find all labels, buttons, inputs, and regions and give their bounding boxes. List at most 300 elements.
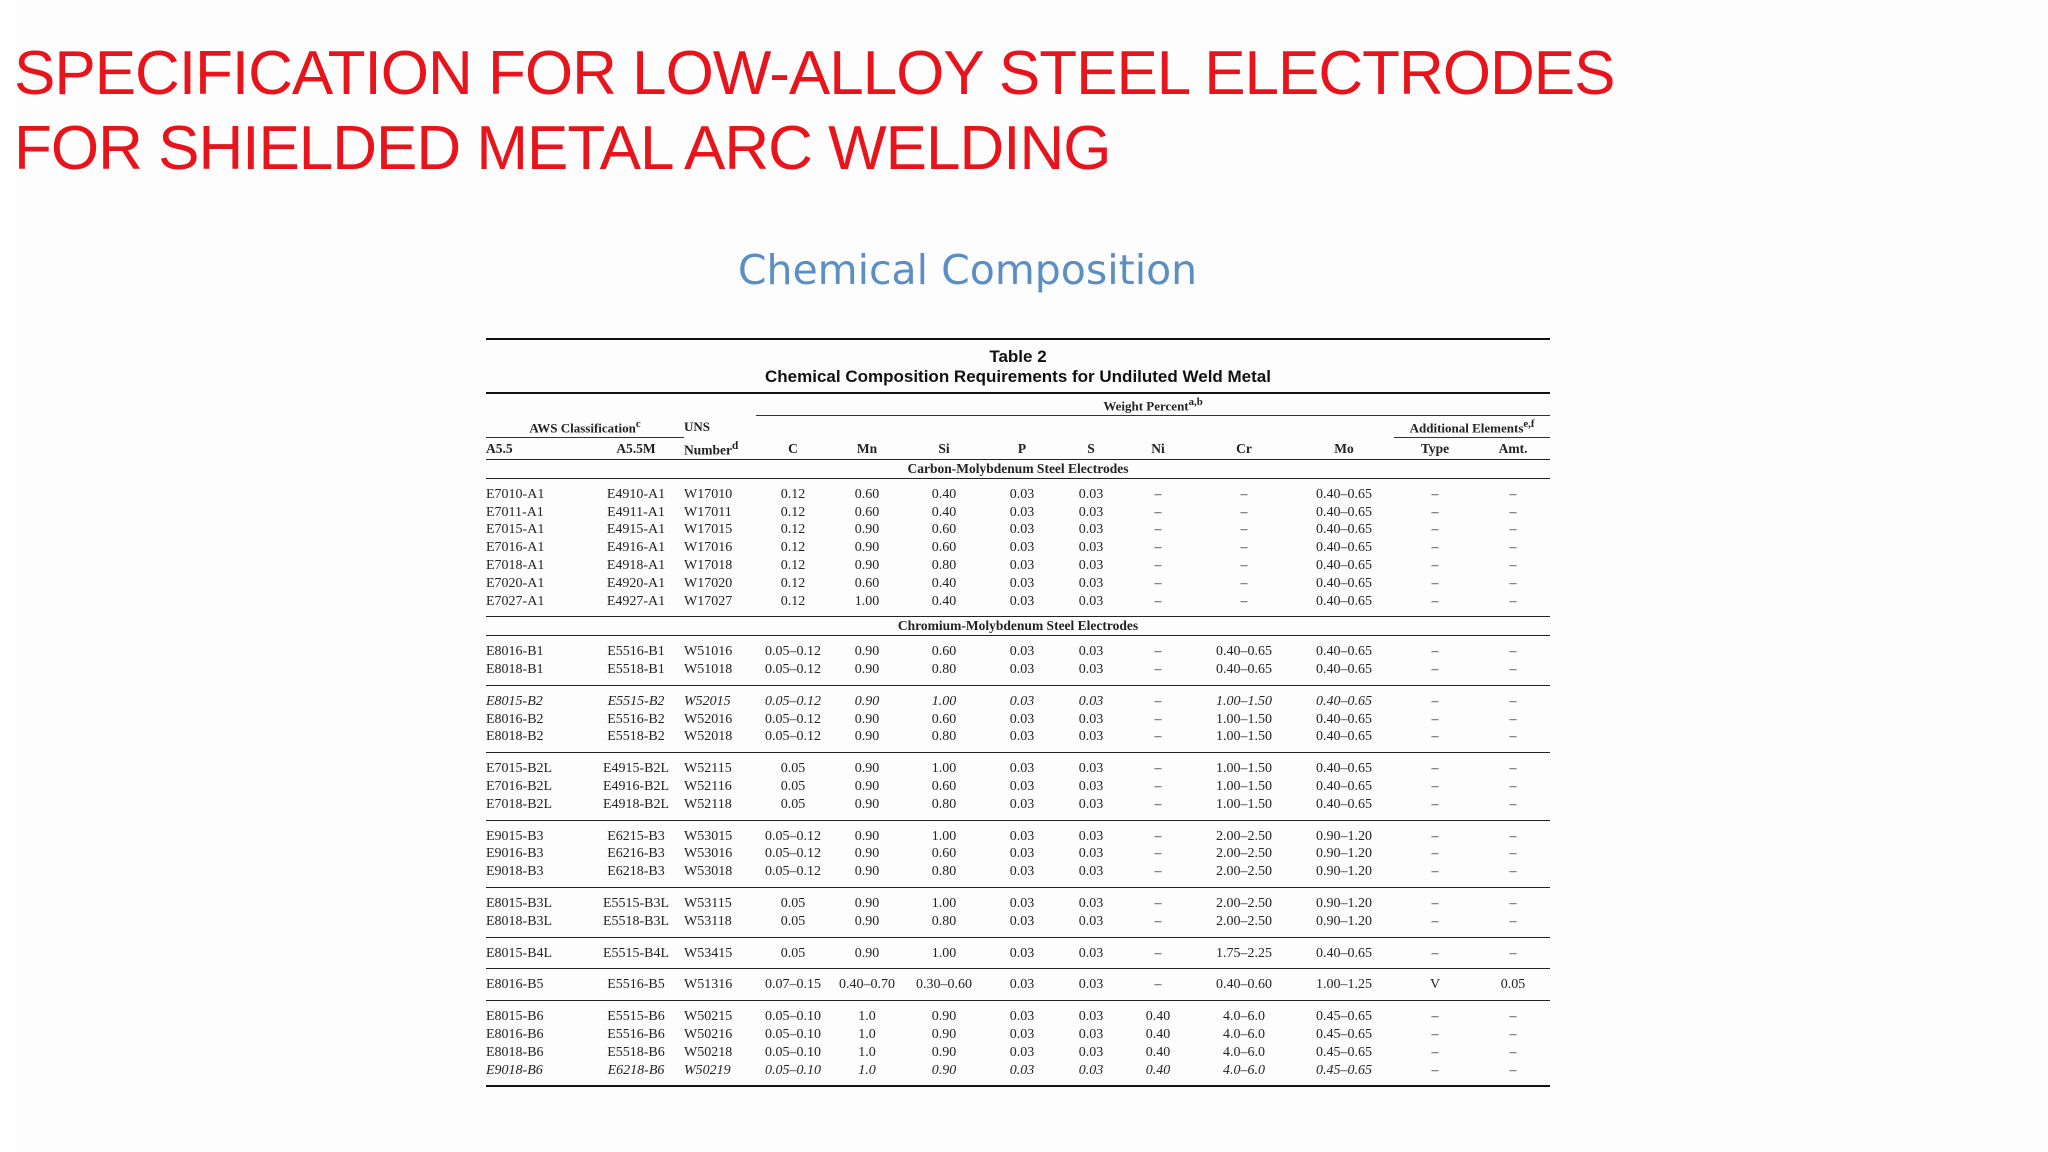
cell-mn: 0.90 <box>854 522 880 538</box>
cell-amt: – <box>1509 864 1517 880</box>
cell-amt: – <box>1509 575 1517 591</box>
col-amt: Amt. <box>1498 440 1528 456</box>
cell-type: – <box>1431 1062 1439 1078</box>
cell-mn: 0.90 <box>830 753 904 778</box>
col-si: Si <box>938 440 950 456</box>
cell-cr: – <box>1240 540 1248 556</box>
cell-cr: – <box>1240 558 1248 574</box>
cell-type: – <box>1431 504 1439 520</box>
cell-mn: 0.90 <box>854 729 880 745</box>
cell-mo: 0.40–0.65 <box>1316 796 1372 812</box>
cell-mo: 0.45–0.65 <box>1316 1062 1372 1078</box>
cell-mn: 1.0 <box>858 1044 876 1060</box>
cell-c: 0.05 <box>780 796 806 812</box>
cell-c: 0.05–0.10 <box>756 1001 830 1026</box>
col-p: P <box>1017 440 1027 456</box>
col-uns-sup: d <box>732 439 739 452</box>
cell-c: 0.05 <box>756 937 830 969</box>
cell-a55m: E5515-B4L <box>588 937 684 969</box>
cell-c: 0.05 <box>780 913 806 929</box>
cell-ni: – <box>1122 887 1194 912</box>
cell-s: 0.03 <box>1078 593 1104 609</box>
cell-s: 0.03 <box>1078 846 1104 862</box>
cell-mo: 0.40–0.65 <box>1294 753 1394 778</box>
cell-c: 0.05–0.10 <box>765 1062 821 1078</box>
cell-uns: W52016 <box>684 711 733 727</box>
cell-cr: – <box>1240 575 1248 591</box>
cell-amt: – <box>1509 913 1517 929</box>
cell-uns: W50216 <box>684 1026 733 1042</box>
cell-mn: 0.40–0.70 <box>830 969 904 1001</box>
cell-a55: E7015-A1 <box>486 522 545 538</box>
uns-top-header: UNS <box>684 418 711 434</box>
cell-ni: – <box>1154 486 1162 502</box>
cell-cr: 2.00–2.50 <box>1216 913 1272 929</box>
cell-type: – <box>1431 575 1439 591</box>
cell-uns: W53016 <box>684 846 733 862</box>
cell-ni: – <box>1154 662 1162 678</box>
cell-cr: 2.00–2.50 <box>1216 864 1272 880</box>
cell-uns: W52118 <box>684 796 732 812</box>
cell-cr: 0.40–0.60 <box>1194 969 1294 1001</box>
cell-uns: W53415 <box>684 937 756 969</box>
table-row <box>486 478 1550 503</box>
table-row <box>486 504 1550 522</box>
cell-c: 0.12 <box>780 540 806 556</box>
cell-a55: E9016-B3 <box>486 846 544 862</box>
cell-type: – <box>1394 1001 1476 1026</box>
cell-c: 0.05–0.12 <box>765 846 821 862</box>
cell-p: 0.03 <box>1009 864 1035 880</box>
cell-a55: E7020-A1 <box>486 575 545 591</box>
cell-p: 0.03 <box>1009 729 1035 745</box>
cell-a55m: E4918-B2L <box>602 796 670 812</box>
cell-amt: – <box>1509 486 1517 502</box>
cell-ni: – <box>1154 864 1162 880</box>
table-row <box>486 636 1550 661</box>
cell-mo: 0.40–0.65 <box>1294 685 1394 710</box>
cell-si: 0.40 <box>931 504 957 520</box>
cell-c: 0.05 <box>756 887 830 912</box>
cell-si: 0.30–0.60 <box>904 969 984 1001</box>
cell-si: 0.40 <box>931 575 957 591</box>
table-row <box>486 711 1550 729</box>
cell-a55: E8018-B6 <box>486 1044 544 1060</box>
cell-ni: 0.40 <box>1145 1062 1171 1078</box>
cell-s: 0.03 <box>1078 796 1104 812</box>
cell-p: 0.03 <box>1009 540 1035 556</box>
table-row <box>486 845 1550 863</box>
table-row <box>486 685 1550 710</box>
header-group-row-2 <box>486 416 1550 438</box>
cell-si: 0.90 <box>931 1026 957 1042</box>
table-row <box>486 796 1550 820</box>
cell-s: 0.03 <box>1078 913 1104 929</box>
cell-type: – <box>1431 1044 1439 1060</box>
cell-mn: 0.60 <box>854 486 880 502</box>
cell-amt: – <box>1476 1001 1550 1026</box>
table-row <box>486 969 1550 1001</box>
cell-cr: – <box>1240 486 1248 502</box>
cell-mo: 0.90–1.20 <box>1316 846 1372 862</box>
cell-uns: W17016 <box>684 540 733 556</box>
cell-a55: E7018-B2L <box>486 796 553 812</box>
cell-type: – <box>1431 711 1439 727</box>
cell-type: – <box>1431 522 1439 538</box>
cell-si: 0.60 <box>931 846 957 862</box>
cell-si: 0.60 <box>931 711 957 727</box>
cell-type: – <box>1431 1026 1439 1042</box>
col-uns <box>684 438 756 460</box>
col-cr: Cr <box>1236 440 1252 456</box>
cell-mo: 0.90–1.20 <box>1316 913 1372 929</box>
cell-uns: W52115 <box>684 753 756 778</box>
cell-c: 0.05–0.12 <box>765 662 821 678</box>
cell-ni: – <box>1154 593 1162 609</box>
cell-c: 0.12 <box>780 522 806 538</box>
cell-uns: W17015 <box>684 522 733 538</box>
cell-a55m: E5515-B2 <box>588 685 684 710</box>
cell-c: 0.05–0.10 <box>765 1026 821 1042</box>
cell-a55: E7015-B2L <box>486 753 588 778</box>
cell-p: 0.03 <box>1009 504 1035 520</box>
cell-uns: W50219 <box>684 1062 731 1078</box>
cell-a55m: E4918-A1 <box>606 558 666 574</box>
cell-mo: 0.90–1.20 <box>1294 887 1394 912</box>
cell-amt: – <box>1509 846 1517 862</box>
cell-cr: 2.00–2.50 <box>1216 846 1272 862</box>
cell-ni: – <box>1154 540 1162 556</box>
cell-mn: 0.60 <box>854 504 880 520</box>
cell-p: 0.03 <box>1009 558 1035 574</box>
section-header-row <box>486 617 1550 636</box>
cell-a55m: E6218-B6 <box>607 1062 665 1078</box>
col-ni: Ni <box>1151 440 1165 456</box>
cell-a55m: E4927-A1 <box>606 593 666 609</box>
cell-ni: 0.40 <box>1145 1026 1171 1042</box>
cell-cr: 2.00–2.50 <box>1194 820 1294 845</box>
cell-mn: 0.90 <box>854 796 880 812</box>
cell-p: 0.03 <box>1009 522 1035 538</box>
cell-mo: 0.45–0.65 <box>1316 1026 1372 1042</box>
cell-c: 0.12 <box>780 486 806 502</box>
cell-a55m: E5518-B3L <box>602 913 670 929</box>
cell-cr: 1.00–1.50 <box>1194 753 1294 778</box>
col-c: C <box>788 440 798 456</box>
cell-uns: W50218 <box>684 1044 733 1060</box>
cell-type: – <box>1431 846 1439 862</box>
cell-uns: W52018 <box>684 729 733 745</box>
cell-p: 0.03 <box>984 685 1060 710</box>
cell-type: – <box>1394 887 1476 912</box>
cell-s: 0.03 <box>1078 540 1104 556</box>
cell-amt: – <box>1509 1062 1517 1078</box>
table-title: Chemical Composition Requirements for Undiluted Weld Metal <box>765 367 1271 386</box>
weight-percent-label: Weight Percent <box>1103 398 1189 414</box>
cell-ni: – <box>1154 729 1162 745</box>
cell-mn: 1.00 <box>854 593 880 609</box>
cell-s: 0.03 <box>1060 753 1122 778</box>
cell-mn: 1.0 <box>858 1026 876 1042</box>
table-row <box>486 661 1550 685</box>
cell-si: 0.80 <box>931 913 957 929</box>
cell-ni: – <box>1154 504 1162 520</box>
cell-p: 0.03 <box>1009 593 1035 609</box>
cell-mo: 0.40–0.65 <box>1316 779 1372 794</box>
cell-a55: E8018-B3L <box>486 913 553 929</box>
section-title: Chromium-Molybdenum Steel Electrodes <box>486 617 1550 636</box>
cell-si: 0.90 <box>931 1062 957 1078</box>
cell-a55m: E4916-B2L <box>602 779 670 794</box>
cell-uns: W51018 <box>684 662 733 678</box>
cell-a55: E7011-A1 <box>486 504 544 520</box>
cell-ni: – <box>1154 644 1162 660</box>
weight-percent-sup: a,b <box>1188 396 1203 408</box>
cell-ni: – <box>1154 711 1162 727</box>
cell-amt: – <box>1509 558 1517 574</box>
section-header-row <box>486 460 1550 479</box>
cell-mo: 0.40–0.65 <box>1316 540 1372 556</box>
cell-amt: – <box>1509 504 1517 520</box>
cell-amt: – <box>1476 887 1550 912</box>
cell-ni: – <box>1154 575 1162 591</box>
cell-a55: E9018-B6 <box>486 1062 543 1078</box>
cell-s: 0.03 <box>1078 504 1104 520</box>
cell-cr: 1.00–1.50 <box>1216 711 1272 727</box>
cell-amt: – <box>1509 1044 1517 1060</box>
cell-uns: W50215 <box>684 1001 756 1026</box>
cell-s: 0.03 <box>1078 575 1104 591</box>
table-row <box>486 863 1550 887</box>
cell-mo: 0.40–0.65 <box>1316 644 1372 660</box>
cell-uns: W17011 <box>684 504 732 520</box>
col-a55m: A5.5M <box>616 440 656 456</box>
cell-a55: E9018-B3 <box>486 864 544 880</box>
cell-mo: 0.40–0.65 <box>1316 558 1372 574</box>
cell-a55m: E4920-A1 <box>606 575 666 591</box>
cell-uns: W52116 <box>684 779 732 794</box>
aws-classification-sup: c <box>635 417 641 430</box>
cell-si: 0.80 <box>931 729 957 745</box>
slide-subtitle: Chemical Composition <box>737 246 1198 294</box>
cell-c: 0.05–0.12 <box>765 864 821 880</box>
cell-mn: 0.90 <box>830 685 904 710</box>
table-row <box>486 593 1550 617</box>
table-number: Table 2 <box>989 347 1047 366</box>
cell-c: 0.12 <box>780 558 806 574</box>
cell-a55m: E6218-B3 <box>607 864 665 880</box>
table-row <box>486 521 1550 539</box>
cell-si: 0.90 <box>904 1001 984 1026</box>
title-line-1: SPECIFICATION FOR LOW-ALLOY STEEL ELECTRODES <box>14 39 1615 108</box>
cell-a55: E8015-B3L <box>486 887 588 912</box>
cell-p: 0.03 <box>1009 779 1035 794</box>
cell-mo: 0.40–0.65 <box>1316 575 1372 591</box>
cell-mn: 0.90 <box>854 711 880 727</box>
cell-p: 0.03 <box>1009 913 1035 929</box>
cell-c: 0.05–0.12 <box>765 644 821 660</box>
cell-mn: 0.90 <box>854 644 880 660</box>
aws-classification-header <box>486 416 684 438</box>
cell-amt: – <box>1509 729 1517 745</box>
cell-a55m: E4915-B2L <box>588 753 684 778</box>
cell-amt: – <box>1509 779 1517 794</box>
cell-cr: 1.75–2.25 <box>1194 937 1294 969</box>
table-row <box>486 728 1550 752</box>
cell-amt: – <box>1509 711 1517 727</box>
cell-uns: W52015 <box>684 685 756 710</box>
cell-mn: 0.60 <box>854 575 880 591</box>
cell-a55: E8018-B1 <box>486 662 544 678</box>
cell-ni: – <box>1122 753 1194 778</box>
cell-ni: – <box>1154 796 1162 812</box>
cell-cr: 1.00–1.50 <box>1216 729 1272 745</box>
cell-si: 1.00 <box>904 753 984 778</box>
cell-cr: 0.40–0.65 <box>1216 662 1272 678</box>
cell-si: 0.80 <box>931 662 957 678</box>
col-uns-label: Number <box>684 442 732 458</box>
cell-cr: – <box>1240 593 1248 609</box>
cell-si: 0.80 <box>931 796 957 812</box>
cell-s: 0.03 <box>1078 1044 1104 1060</box>
table-row <box>486 557 1550 575</box>
cell-amt: – <box>1509 522 1517 538</box>
cell-mn: 0.90 <box>854 846 880 862</box>
table-row <box>486 575 1550 593</box>
cell-si: 0.60 <box>931 540 957 556</box>
cell-mo: 0.40–0.65 <box>1316 593 1372 609</box>
cell-cr: 4.0–6.0 <box>1223 1044 1265 1060</box>
cell-p: 0.03 <box>984 937 1060 969</box>
cell-p: 0.03 <box>984 820 1060 845</box>
cell-a55: E9015-B3 <box>486 820 588 845</box>
cell-a55: E8016-B6 <box>486 1026 544 1042</box>
cell-a55: E8016-B2 <box>486 711 544 727</box>
cell-mn: 0.90 <box>854 864 880 880</box>
cell-c: 0.05–0.12 <box>756 820 830 845</box>
cell-a55m: E5515-B6 <box>588 1001 684 1026</box>
cell-s: 0.03 <box>1060 1001 1122 1026</box>
table-row <box>486 1062 1550 1086</box>
cell-type: – <box>1431 644 1439 660</box>
cell-p: 0.03 <box>1009 486 1035 502</box>
cell-type: – <box>1394 937 1476 969</box>
cell-s: 0.03 <box>1060 937 1122 969</box>
cell-mn: 0.90 <box>854 558 880 574</box>
cell-cr: 1.00–1.50 <box>1194 685 1294 710</box>
section-title: Carbon-Molybdenum Steel Electrodes <box>486 460 1550 479</box>
cell-uns: W53118 <box>684 913 732 929</box>
cell-type: – <box>1431 486 1439 502</box>
cell-mo: 0.40–0.65 <box>1294 937 1394 969</box>
cell-ni: – <box>1154 913 1162 929</box>
col-mn: Mn <box>856 440 878 456</box>
cell-p: 0.03 <box>1009 644 1035 660</box>
aws-classification-label: AWS Classification <box>529 420 636 436</box>
cell-s: 0.03 <box>1078 486 1104 502</box>
cell-ni: – <box>1122 820 1194 845</box>
table-row <box>486 820 1550 845</box>
cell-type: – <box>1431 593 1439 609</box>
cell-si: 0.60 <box>931 644 957 660</box>
cell-mn: 0.90 <box>854 540 880 556</box>
table-row <box>486 887 1550 912</box>
cell-a55m: E6216-B3 <box>607 846 665 862</box>
title-line-2: FOR SHIELDED METAL ARC WELDING <box>14 114 1111 183</box>
header-group-row-1 <box>486 394 1550 416</box>
cell-type: – <box>1431 540 1439 556</box>
weight-percent-header <box>756 394 1550 416</box>
cell-a55m: E4910-A1 <box>606 486 666 502</box>
composition-table-figure <box>486 338 1550 1087</box>
cell-p: 0.03 <box>1009 662 1035 678</box>
cell-si: 0.60 <box>931 522 957 538</box>
cell-p: 0.03 <box>984 887 1060 912</box>
cell-type: – <box>1431 662 1439 678</box>
cell-s: 0.03 <box>1060 969 1122 1001</box>
table-body <box>486 460 1550 1086</box>
cell-mn: 0.90 <box>830 937 904 969</box>
composition-table <box>486 394 1550 1085</box>
cell-si: 1.00 <box>904 820 984 845</box>
cell-amt: – <box>1476 685 1550 710</box>
cell-p: 0.03 <box>1009 846 1035 862</box>
cell-si: 0.60 <box>931 779 957 794</box>
cell-c: 0.05 <box>780 779 806 794</box>
cell-s: 0.03 <box>1078 711 1104 727</box>
cell-c: 0.05–0.12 <box>765 729 821 745</box>
cell-uns: W17010 <box>684 486 733 502</box>
cell-amt: – <box>1509 1026 1517 1042</box>
additional-elements-label: Additional Elements <box>1409 420 1524 436</box>
cell-p: 0.03 <box>1009 575 1035 591</box>
cell-c: 0.12 <box>780 575 806 591</box>
cell-a55m: E5515-B3L <box>588 887 684 912</box>
cell-p: 0.03 <box>984 753 1060 778</box>
cell-cr: 0.40–0.65 <box>1216 644 1272 660</box>
cell-a55: E8015-B4L <box>486 937 588 969</box>
cell-si: 1.00 <box>904 685 984 710</box>
cell-mo: 0.40–0.65 <box>1316 729 1372 745</box>
col-mo: Mo <box>1334 440 1354 456</box>
cell-c: 0.12 <box>780 593 806 609</box>
cell-a55m: E5516-B6 <box>607 1026 665 1042</box>
cell-mo: 0.40–0.65 <box>1316 662 1372 678</box>
cell-p: 0.03 <box>1009 1026 1035 1042</box>
cell-si: 0.90 <box>931 1044 957 1060</box>
cell-a55: E7027-A1 <box>486 593 545 609</box>
cell-ni: – <box>1154 779 1162 794</box>
cell-mo: 0.40–0.65 <box>1316 711 1372 727</box>
cell-si: 1.00 <box>904 887 984 912</box>
cell-type: – <box>1431 796 1439 812</box>
cell-amt: – <box>1509 593 1517 609</box>
table-caption <box>486 340 1550 392</box>
table-bottom-rule <box>486 1085 1550 1087</box>
cell-amt: 0.05 <box>1476 969 1550 1001</box>
cell-mn: 0.90 <box>830 887 904 912</box>
cell-a55m: E5518-B6 <box>607 1044 665 1060</box>
cell-amt: – <box>1476 753 1550 778</box>
cell-s: 0.03 <box>1078 729 1104 745</box>
col-a55: A5.5 <box>486 440 513 456</box>
cell-type: – <box>1394 820 1476 845</box>
cell-ni: 0.40 <box>1122 1001 1194 1026</box>
cell-p: 0.03 <box>984 969 1060 1001</box>
cell-type: – <box>1431 558 1439 574</box>
col-s: S <box>1087 440 1095 456</box>
cell-p: 0.03 <box>1009 711 1035 727</box>
